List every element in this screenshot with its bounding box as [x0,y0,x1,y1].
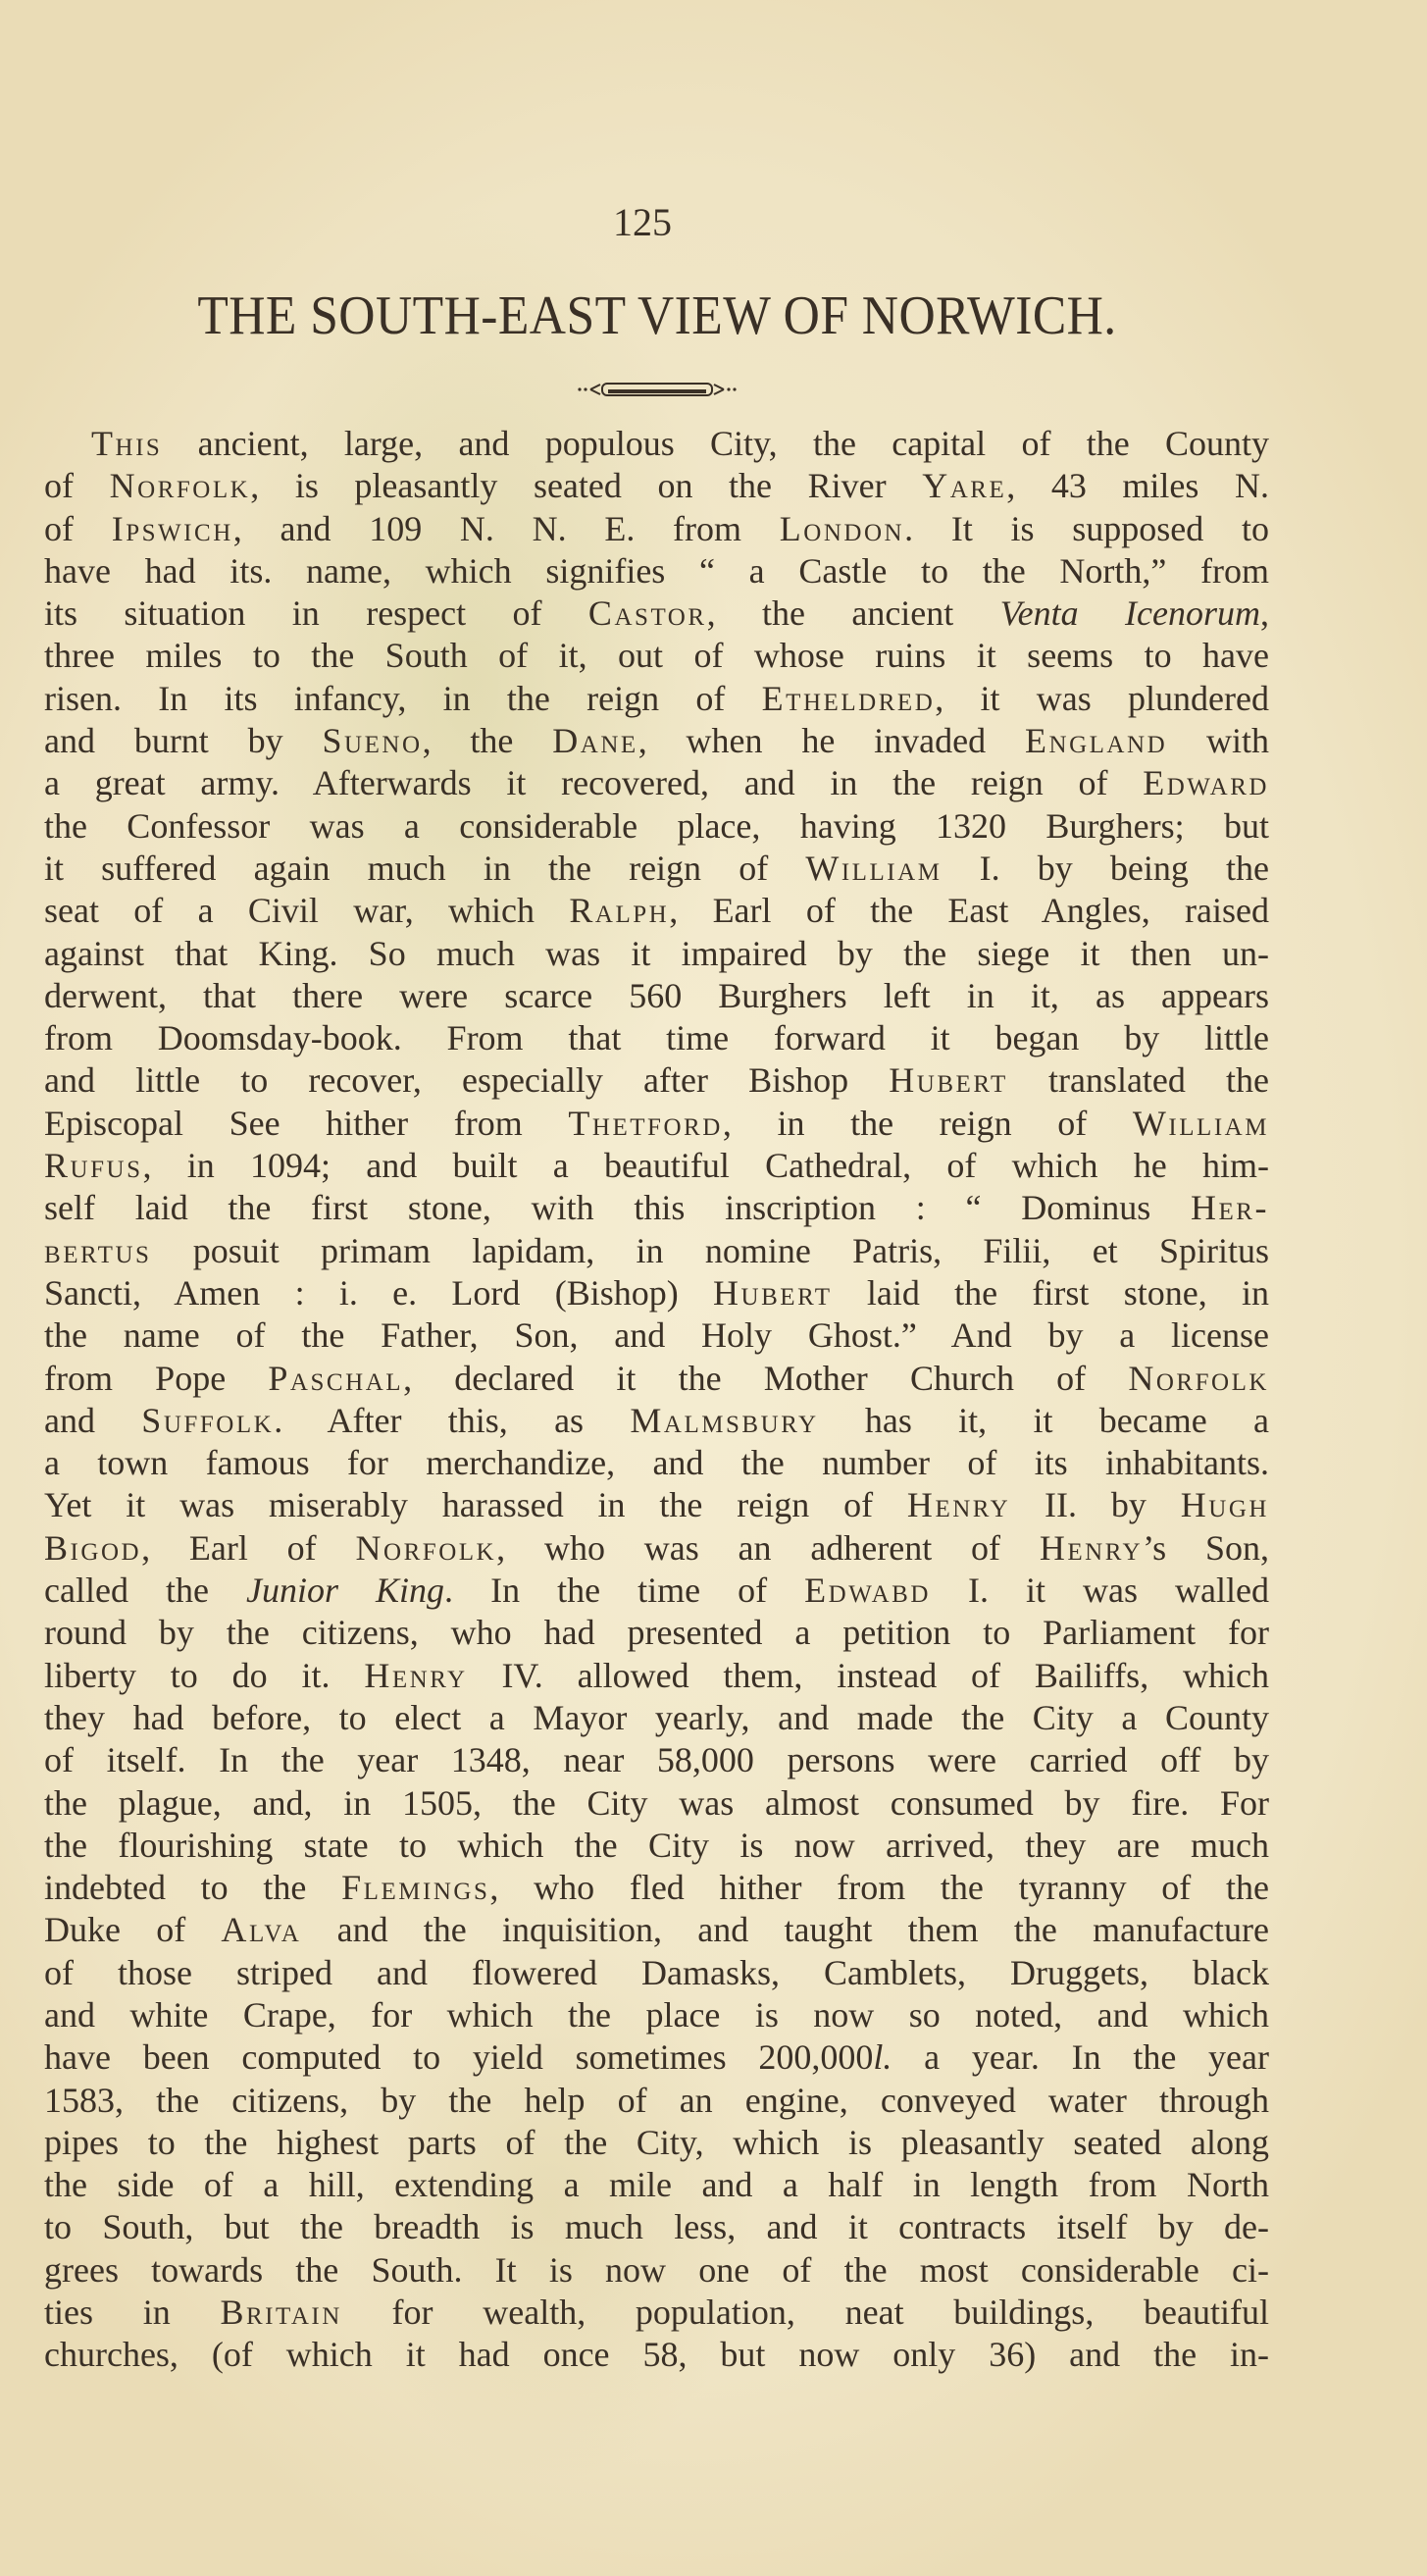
small-caps-name: Sueno [322,721,423,761]
text-segment: of those striped and flowered Damasks, Camblets, Druggets, black [44,1952,1269,1992]
text-segment: and the inquisition, and taught them the manufacture [301,1910,1269,1950]
italic-text: Junior King [246,1571,445,1611]
text-segment: for wealth, population, neat buildings, beautiful [341,2293,1269,2333]
text-line [44,1782,1269,1825]
italic-text: Venta Icenorum [999,593,1261,634]
small-caps-name: Britain [220,2293,342,2333]
text-segment: , [1260,593,1269,634]
text-segment: II. by [1010,1485,1181,1525]
text-segment: of [44,508,112,548]
text-line [44,848,1269,890]
small-caps-name: Edwabd [804,1571,931,1611]
text-segment: , the [422,721,553,761]
text-line [44,2249,1269,2292]
text-segment: indebted to the [44,1868,342,1908]
text-line [44,1994,1269,2036]
text-segment: risen. In its infancy, in the reign of [44,678,762,718]
text-segment: against that King. So much was it impaired by the siege it then un- [44,933,1269,973]
text-line [44,635,1269,677]
text-line [44,890,1269,932]
text-segment: ties in [44,2293,221,2333]
small-caps-name: Hugh [1180,1485,1269,1525]
small-caps-name: Rufus [44,1146,143,1186]
text-segment: pipes to the highest parts of the City, which is pleasantly seated along [44,2122,1269,2162]
text-segment: derwent, that there were scarce 560 Burghers left in it, as appears [44,975,1269,1015]
text-line [44,1612,1269,1654]
text-line [44,1400,1269,1442]
text-segment: called the [44,1571,246,1611]
small-caps-name: Hubert [713,1272,833,1313]
text-segment: and burnt by [44,721,323,761]
text-segment: the flourishing state to which the City is now arrived, they are much [44,1825,1269,1865]
text-line [44,550,1269,592]
text-segment: , declared it the Mother Church of [403,1358,1129,1398]
small-caps-name: Norfolk [355,1527,497,1568]
text-line [44,1017,1269,1059]
text-line [44,1484,1269,1526]
small-caps-name: bertus [44,1230,152,1270]
text-segment: , 43 miles N. [1006,466,1269,506]
text-line [44,1442,1269,1484]
text-segment: the side of a hill, extending a mile and a half in length from North [44,2165,1269,2205]
text-line [44,1739,1269,1781]
small-caps-name: William [805,848,943,888]
text-segment: , who was an adherent of [496,1527,1040,1568]
small-caps-name: Bigod [44,1527,142,1568]
small-caps-name: Her- [1190,1188,1269,1228]
small-caps-name: Norfolk [109,466,251,506]
small-caps-name: Henry [1039,1527,1144,1568]
text-line [44,592,1269,635]
text-segment: the name of the Father, Son, and Holy Ghost.” And by a license [44,1315,1269,1356]
text-line [44,805,1269,848]
text-line [44,762,1269,804]
text-line [44,1187,1269,1229]
small-caps-name: Hubert [889,1060,1008,1101]
small-caps-name: Etheldred [761,678,936,718]
text-segment: , it was plundered [935,678,1269,718]
text-segment: Sancti, Amen : i. e. Lord (Bishop) [44,1272,714,1313]
text-segment: of [44,466,110,506]
small-caps-name: Paschal [268,1358,404,1398]
text-line [44,1527,1269,1570]
text-segment: , is pleasantly seated on the River [250,466,923,506]
small-caps-name: Alva [221,1910,302,1950]
italic-text: l. [873,2037,892,2078]
small-caps-name: Flemings [341,1868,490,1908]
text-line [44,2292,1269,2334]
small-caps-name: William [1132,1103,1269,1143]
text-segment: 1583, the citizens, by the help of an engine, conveyed water through [44,2080,1269,2120]
text-segment: Episcopal See hither from [44,1103,569,1143]
small-caps-name: Norfolk [1128,1358,1269,1398]
text-line [44,465,1269,507]
text-line [44,1358,1269,1400]
small-caps-name: Dane [552,721,638,761]
text-segment: the Confessor was a considerable place, having 1320 Burghers; but [44,805,1269,846]
small-caps-name: Ralph [569,891,670,931]
text-line [44,1314,1269,1357]
text-line [44,2080,1269,2122]
text-segment: , when he invaded [637,721,1025,761]
small-caps-name: Henry [364,1655,468,1695]
text-segment: , in the reign of [722,1103,1133,1143]
text-segment: and little to recover, especially after Bishop [44,1060,890,1101]
text-segment: , in 1094; and built a beautiful Cathedral, of which he him- [142,1146,1269,1186]
text-segment: , the ancient [706,593,1000,634]
text-line [44,1272,1269,1314]
text-segment: Duke of [44,1910,222,1950]
text-line [44,1103,1269,1145]
text-segment: . It is supposed to [904,508,1269,548]
small-caps-name: England [1024,721,1168,761]
small-caps-name: Castor [587,593,707,634]
text-segment: it suffered again much in the reign of [44,848,806,888]
text-line [44,423,1269,465]
page-title: THE SOUTH-EAST VIEW OF NORWICH. [197,285,1117,346]
text-line [44,2206,1269,2248]
text-segment: , Earl of [141,1527,356,1568]
text-segment: a great army. Afterwards it recovered, and in the reign of [44,763,1144,803]
text-segment: have had its. name, which signifies “ a Castle to the North,” from [44,550,1269,591]
text-segment: . After this, as [274,1400,631,1440]
small-caps-name: Yare [922,466,1007,506]
small-caps-name: Thetford [568,1103,723,1143]
text-line [44,1230,1269,1272]
small-caps-name: Ipswich [111,508,233,548]
text-segment: a town famous for merchandize, and the number of its inhabitants. [44,1443,1269,1483]
text-segment: they had before, to elect a Mayor yearly, and made the City a County [44,1697,1269,1737]
text-segment: from Doomsday-book. From that time forward it began by little [44,1018,1269,1058]
text-line [44,1867,1269,1909]
text-segment: self laid the first stone, with this inscription : “ Dominus [44,1188,1191,1228]
text-segment: has it, it became a [818,1400,1269,1440]
ornament-divider-icon [577,382,738,397]
text-segment: , Earl of the East Angles, raised [669,891,1269,931]
text-line [44,508,1269,550]
text-line [44,975,1269,1017]
text-line [44,1145,1269,1187]
text-line [44,2122,1269,2164]
text-line [44,2036,1269,2079]
small-caps-name: This [91,424,163,463]
text-segment: , who fled hither from the tyranny of the [489,1868,1269,1908]
text-line [44,1952,1269,1994]
small-caps-name: Suffolk [141,1400,275,1440]
text-segment: laid the first stone, in [832,1272,1269,1313]
text-segment: seat of a Civil war, which [44,891,570,931]
text-segment: the plague, and, in 1505, the City was almost consumed by fire. For [44,1782,1269,1823]
text-segment: have been computed to yield sometimes 200,000 [44,2037,874,2078]
text-segment: a year. In the year [892,2037,1269,2078]
text-segment: with [1167,721,1269,761]
text-segment: . In the time of [444,1571,805,1611]
text-segment: and white Crape, for which the place is now so noted, and which [44,1994,1269,2035]
text-line [44,1909,1269,1951]
text-line [44,933,1269,975]
small-caps-name: London [779,508,905,548]
text-segment: , and 109 N. N. E. from [232,508,780,548]
text-segment: grees towards the South. It is now one of the most considerable ci- [44,2249,1269,2290]
text-line [44,1570,1269,1612]
text-line [44,678,1269,720]
body-text [44,423,1269,2377]
text-segment: ancient, large, and populous City, the capital of the County [162,424,1269,463]
text-segment: translated the [1007,1060,1269,1101]
text-line [44,2164,1269,2206]
text-line [44,1059,1269,1102]
text-line [44,1697,1269,1739]
text-segment: ’s Son, [1143,1527,1269,1568]
text-segment: IV. allowed them, instead of Bailiffs, which [467,1655,1269,1695]
page-number: 125 [613,200,672,244]
text-segment: of itself. In the year 1348, near 58,000 persons were carried off by [44,1740,1269,1780]
text-line [44,2334,1269,2376]
text-segment: Yet it was miserably harassed in the reign of [44,1485,907,1525]
text-segment: three miles to the South of it, out of whose ruins it seems to have [44,636,1269,676]
small-caps-name: Edward [1143,763,1269,803]
text-line [44,1825,1269,1867]
text-segment: posuit primam lapidam, in nomine Patris, Filii, et Spiritus [151,1230,1269,1270]
text-segment: its situation in respect of [44,593,588,634]
text-segment: I. it was walled [930,1571,1269,1611]
text-segment: round by the citizens, who had presented a petition to Parliament for [44,1613,1269,1653]
text-segment: liberty to do it. [44,1655,365,1695]
text-segment: churches, (of which it had once 58, but now only 36) and the in- [44,2335,1269,2375]
small-caps-name: Henry [906,1485,1011,1525]
text-line [44,1655,1269,1697]
text-segment: and [44,1400,142,1440]
text-segment: from Pope [44,1358,269,1398]
text-line [44,720,1269,762]
text-segment: I. by being the [942,848,1269,888]
text-segment: to South, but the breadth is much less, and it contracts itself by de- [44,2207,1269,2247]
small-caps-name: Malmsbury [630,1400,819,1440]
